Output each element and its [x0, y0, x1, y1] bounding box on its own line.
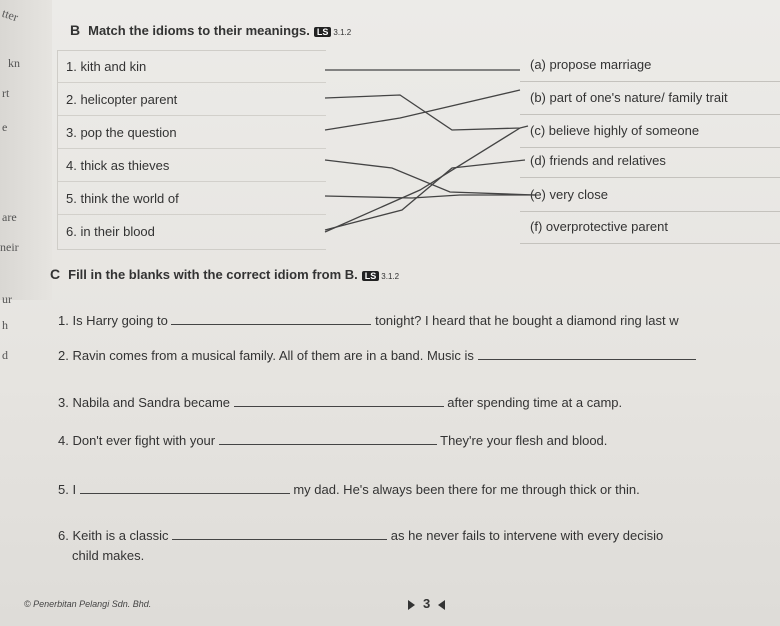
question-6-continued: child makes.	[72, 548, 145, 563]
question-2	[58, 347, 696, 363]
section-c-heading	[50, 266, 399, 282]
idiom-item: 6. in their blood	[66, 224, 155, 239]
answer-blank[interactable]	[478, 347, 696, 360]
question-3	[58, 394, 622, 410]
answer-blank[interactable]	[219, 432, 437, 445]
idiom-item: 5. think the world of	[58, 183, 326, 215]
idiom-item: 2. helicopter parent	[58, 84, 326, 116]
margin-fragment: h	[2, 318, 8, 332]
meaning-item: (a) propose marriage	[520, 50, 780, 82]
margin-fragment: neir	[0, 240, 19, 254]
question-text: 5. I	[58, 482, 77, 497]
question-text: tonight? I heard that he bought a diamond ring last w	[375, 313, 679, 328]
question-text: after spending time at a camp.	[447, 395, 623, 410]
margin-fragment: ur	[2, 292, 12, 306]
section-b-letter: B	[70, 22, 81, 38]
margin-fragment: e	[2, 120, 8, 134]
idiom-item: 1. kith and kin	[58, 51, 326, 83]
meaning-item: (c) believe highly of someone	[520, 116, 780, 148]
question-5	[58, 481, 640, 497]
margin-fragment: d	[2, 348, 8, 362]
question-text: 2. Ravin comes from a musical family. All of them are in a band. Music is	[58, 348, 474, 363]
triangle-left-icon	[438, 600, 445, 610]
ls-tag: LS	[362, 271, 380, 281]
idiom-item: 4. thick as thieves	[58, 150, 326, 182]
margin-fragment: kn	[8, 56, 20, 70]
section-b-title: Match the idioms to their meanings.	[88, 23, 310, 38]
section-c-letter: C	[50, 266, 61, 282]
answer-blank[interactable]	[171, 312, 371, 325]
question-text: my dad. He's always been there for me through thick or thin.	[293, 482, 640, 497]
question-text: 4. Don't ever fight with your	[58, 433, 216, 448]
match-line	[325, 195, 535, 198]
margin-fragment: rt	[2, 86, 10, 100]
meaning-item: (f) overprotective parent	[520, 212, 780, 244]
answer-blank[interactable]	[172, 527, 387, 540]
meaning-item: (d) friends and relatives	[520, 146, 780, 178]
meaning-item: (e) very close	[520, 180, 780, 212]
margin-fragment: are	[2, 210, 17, 224]
question-4	[58, 432, 607, 448]
section-c-title: Fill in the blanks with the correct idiom from B.	[68, 267, 358, 282]
triangle-right-icon	[408, 600, 415, 610]
question-text: 6. Keith is a classic	[58, 528, 169, 543]
answer-blank[interactable]	[80, 481, 290, 494]
skill-ref: 3.1.2	[381, 272, 400, 281]
question-text: as he never fails to intervene with every decisio	[390, 528, 664, 543]
question-1	[58, 312, 679, 328]
ls-tag: LS	[314, 27, 332, 37]
meaning-item: (b) part of one's nature/ family trait	[520, 83, 780, 115]
match-line	[325, 160, 535, 195]
question-text: 1. Is Harry going to	[58, 313, 168, 328]
question-6	[58, 527, 663, 543]
copyright-notice: © Penerbitan Pelangi Sdn. Bhd.	[24, 599, 152, 609]
question-text: They're your flesh and blood.	[440, 433, 608, 448]
margin-fragment: tter	[0, 5, 20, 25]
question-text: 3. Nabila and Sandra became	[58, 395, 231, 410]
page-number-text: 3	[423, 596, 431, 611]
skill-ref: 3.1.2	[333, 28, 352, 37]
page-number	[408, 596, 445, 611]
answer-blank[interactable]	[234, 394, 444, 407]
idiom-item: 3. pop the question	[58, 117, 326, 149]
